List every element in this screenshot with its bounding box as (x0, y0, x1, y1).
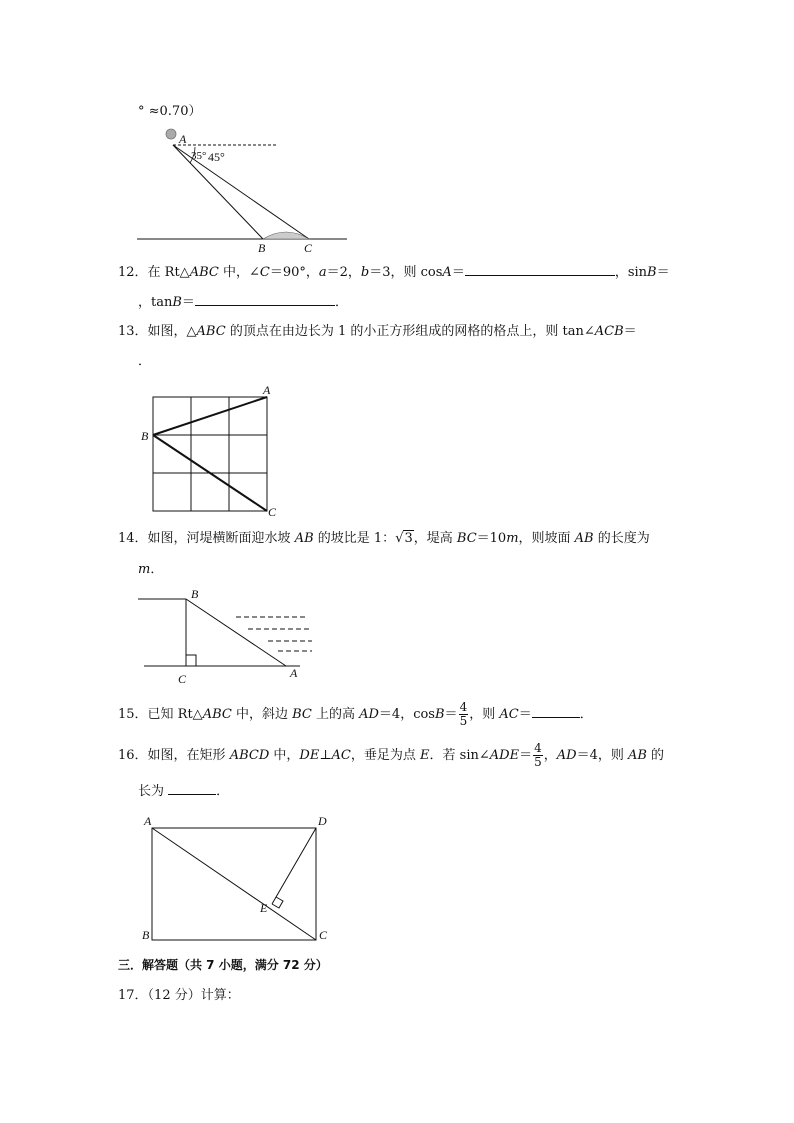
right-angle-mark (272, 897, 283, 908)
question-12-line1: 12．在 Rt△ABC 中，∠C＝90°，a＝2，b＝3，则 cosA＝ ，sinB＝ (118, 262, 670, 281)
fraction-4-5: $\frac{4}{5}$ (534, 741, 542, 769)
label-C: C (304, 241, 313, 255)
diagonal-AC (152, 828, 316, 940)
angle-35: 35° (191, 150, 207, 162)
question-14-line2: m． (138, 562, 164, 577)
question-14-line1: 14．如图，河堤横断面迎水坡 AB 的坡比是 1：√3，堤高 BC＝10m，则坡面 AB 的长度为 (118, 531, 650, 546)
question-12-line2: ，tanB＝ ． (138, 292, 348, 311)
answer-blank-cosA[interactable] (465, 262, 615, 276)
question-13-line2: ． (138, 354, 152, 369)
label-A: A (179, 132, 187, 146)
fraction-4-5: $\frac{4}{5}$ (459, 700, 468, 728)
answer-blank-tanB[interactable] (195, 292, 335, 306)
label-B: B (141, 429, 149, 443)
label-A: A (290, 666, 298, 680)
hatched-region (263, 232, 309, 239)
figure-q11 (135, 125, 350, 255)
figure-q14-embankment (138, 585, 323, 685)
label-C: C (178, 672, 187, 686)
angle-45: 45° (208, 150, 225, 164)
question-17: 17．（12 分）计算： (118, 988, 240, 1003)
label-D: D (318, 814, 327, 828)
question-16-line1: 16．如图，在矩形 ABCD 中，DE⊥AC，垂足为点 E．若 sin∠ADE＝ $\frac{4}{5}$ ，AD＝4，则 AB 的 (118, 741, 665, 769)
segment-BA (153, 397, 267, 435)
answer-blank-AB[interactable] (168, 781, 216, 795)
label-C: C (268, 505, 277, 519)
label-A: A (263, 383, 271, 397)
prev-question-fragment: ° ≈0.70） (138, 104, 202, 119)
sqrt-three: √3 (395, 531, 413, 546)
label-C: C (319, 928, 328, 942)
question-15: 15．已知 Rt△ABC 中，斜边 BC 上的高 AD＝4，cosB＝ $\frac{4}{5}$ ，则 AC＝ ． (118, 700, 593, 728)
label-A: A (144, 814, 152, 828)
answer-blank-AC[interactable] (532, 704, 580, 718)
question-16-line2: 长为 ． (138, 781, 229, 800)
label-B: B (142, 928, 150, 942)
right-angle-mark (186, 655, 196, 666)
segment-DE (272, 828, 316, 904)
figure-q13-grid (138, 382, 288, 518)
observer-head (166, 129, 176, 139)
label-E: E (260, 901, 268, 915)
slope-AB (186, 599, 286, 666)
label-B: B (258, 241, 266, 255)
section-heading: 三．解答题（共 7 小题，满分 72 分） (118, 958, 328, 972)
label-B: B (191, 587, 199, 601)
figure-q16-rectangle (138, 810, 338, 945)
question-13-line1: 13．如图，△ABC 的顶点在由边长为 1 的小正方形组成的网格的格点上，则 tan∠ACB＝ (118, 324, 637, 339)
